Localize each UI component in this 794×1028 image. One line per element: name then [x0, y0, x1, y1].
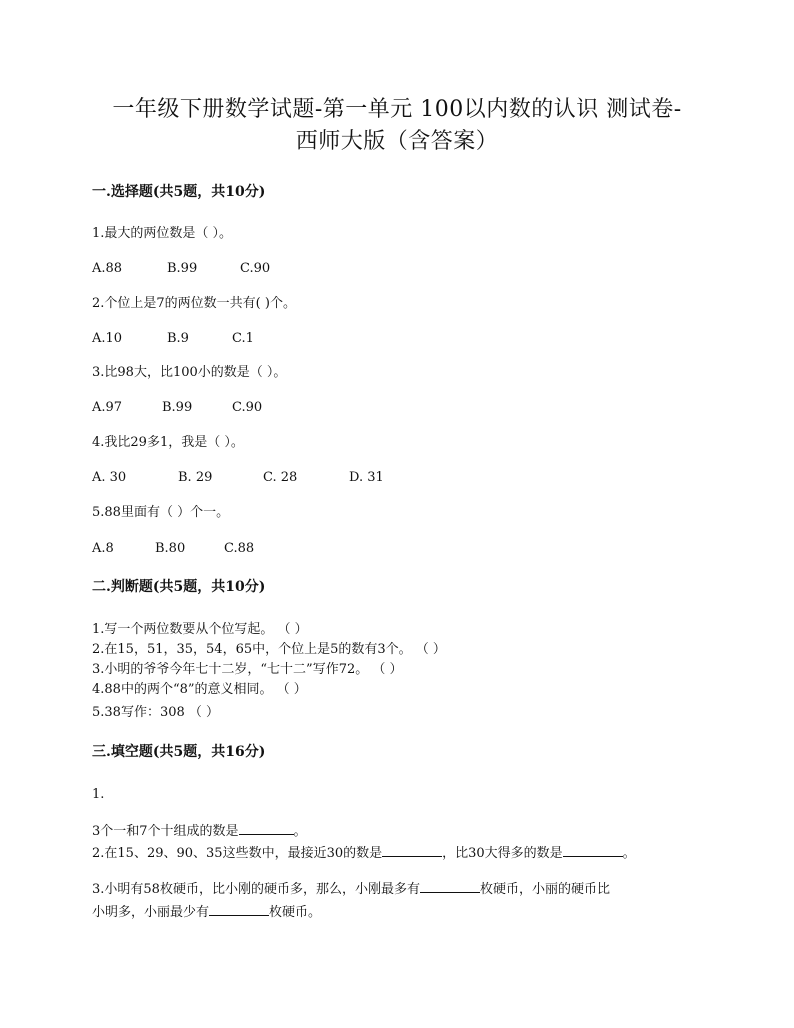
judge-item: 3.小明的爷爷今年七十二岁，“七十二”写作72。 （ ） — [92, 662, 403, 677]
answer-blank[interactable] — [239, 820, 294, 835]
judge-item: 2.在15，51，35，54，65中，个位上是5的数有3个。 （ ） — [92, 642, 446, 657]
option: C.1 — [232, 331, 254, 346]
option: B.99 — [162, 400, 193, 415]
question-text: 1.最大的两位数是（ ）。 — [92, 226, 233, 241]
section-heading-fill: 三.填空题(共5题，共16分) — [92, 744, 266, 760]
option: C.90 — [240, 261, 271, 276]
question-text: 3.比98大，比100小的数是（ ）。 — [92, 365, 287, 380]
judge-item: 1.写一个两位数要从个位写起。 （ ） — [92, 622, 308, 637]
option: B.80 — [155, 541, 186, 556]
option: A.97 — [92, 400, 123, 415]
text-segment: 3.小明有58枚硬币，比小刚的硬币多，那么，小刚最多有 — [92, 882, 420, 897]
option: A.88 — [92, 261, 123, 276]
option: D. 31 — [349, 470, 384, 485]
answer-blank[interactable] — [563, 842, 623, 857]
fill-question-number: 1. — [92, 787, 105, 802]
text-segment: 小明多，小丽最少有 — [92, 905, 210, 920]
text-segment: 。 — [293, 824, 307, 839]
option: A. 30 — [92, 470, 127, 485]
answer-blank[interactable] — [382, 842, 442, 857]
section-heading-judge: 二.判断题(共5题，共10分) — [92, 579, 266, 595]
fill-question-3-line-2 — [92, 901, 321, 922]
text-segment: 枚硬币，小丽的硬币比 — [479, 882, 610, 897]
answer-blank[interactable] — [420, 878, 480, 893]
option: C.90 — [232, 400, 263, 415]
text-segment: 枚硬币。 — [269, 905, 322, 920]
option: C.88 — [224, 541, 255, 556]
text-segment: 。 — [622, 846, 636, 861]
fill-question-2 — [92, 842, 636, 863]
question-text: 5.88里面有（ ）个一。 — [92, 505, 230, 520]
answer-blank[interactable] — [209, 901, 269, 916]
question-text: 4.我比29多1，我是（ ）。 — [92, 435, 244, 450]
option: B. 29 — [178, 470, 213, 485]
option: B.99 — [167, 261, 198, 276]
title-line-2: 西师大版（含答案） — [295, 129, 499, 154]
judge-item: 4.88中的两个“8”的意义相同。 （ ） — [92, 682, 307, 697]
option: A.8 — [92, 541, 114, 556]
fill-question-3-line-1 — [92, 878, 610, 899]
option: C. 28 — [263, 470, 298, 485]
option: A.10 — [92, 331, 123, 346]
text-segment: ，比30大得多的数是 — [442, 846, 563, 861]
question-text: 2.个位上是7的两位数一共有( )个。 — [92, 296, 296, 311]
fill-question-1 — [92, 820, 307, 841]
section-heading-choice: 一.选择题(共5题，共10分) — [92, 184, 266, 200]
title-line-1: 一年级下册数学试题-第一单元 100以内数的认识 测试卷- — [112, 97, 682, 122]
text-segment: 3个一和7个十组成的数是 — [92, 824, 239, 839]
option: B.9 — [167, 331, 189, 346]
judge-item: 5.38写作：308 （ ） — [92, 705, 220, 720]
text-segment: 2.在15、29、90、35这些数中，最接近30的数是 — [92, 846, 383, 861]
